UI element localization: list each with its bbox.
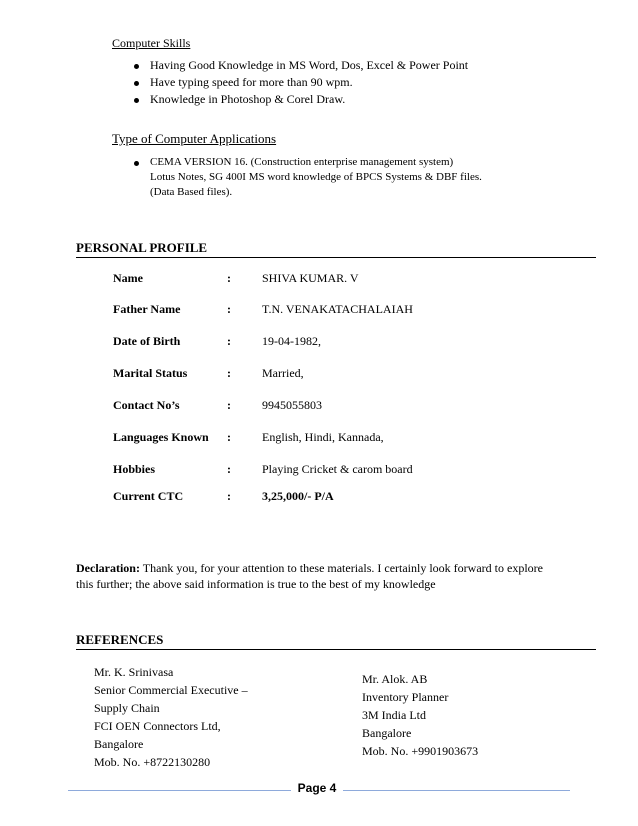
reference-line: FCI OEN Connectors Ltd, xyxy=(94,719,221,733)
profile-value-dob: 19-04-1982, xyxy=(262,334,321,348)
reference-line: Senior Commercial Executive – xyxy=(94,683,248,697)
application-line: Lotus Notes, SG 400I MS word knowledge of BPCS Systems & DBF files. xyxy=(150,171,482,183)
reference-line: Mr. Alok. AB xyxy=(362,672,428,686)
declaration-text: Thank you, for your attention to these materials. I certainly look forward to explore xyxy=(139,561,543,575)
bullet-icon xyxy=(134,81,139,86)
profile-colon: : xyxy=(227,398,231,412)
profile-value-languages: English, Hindi, Kannada, xyxy=(262,430,384,444)
profile-label-ctc: Current CTC xyxy=(113,489,184,503)
application-line: CEMA VERSION 16. (Construction enterprise management system) xyxy=(150,156,454,168)
application-line: (Data Based files). xyxy=(150,186,233,198)
profile-value-father-name: T.N. VENAKATACHALAIAH xyxy=(262,302,413,316)
profile-value-marital-status: Married, xyxy=(262,366,304,380)
profile-value-name: SHIVA KUMAR. V xyxy=(262,271,359,285)
list-item: Having Good Knowledge in MS Word, Dos, Excel & Power Point xyxy=(130,58,468,75)
computer-applications-heading: Type of Computer Applications xyxy=(112,131,277,146)
list-item: Have typing speed for more than 90 wpm. xyxy=(130,75,468,92)
reference-line: Inventory Planner xyxy=(362,690,449,704)
personal-profile-heading: PERSONAL PROFILE xyxy=(76,240,596,258)
list-item: Knowledge in Photoshop & Corel Draw. xyxy=(130,92,468,109)
reference-right xyxy=(362,670,478,760)
profile-label-languages: Languages Known xyxy=(113,430,209,444)
footer-rule-right xyxy=(343,790,570,791)
profile-label-hobbies: Hobbies xyxy=(113,462,156,476)
profile-colon: : xyxy=(227,366,231,380)
computer-skills-heading: Computer Skills xyxy=(112,36,191,50)
footer-rule-left xyxy=(68,790,291,791)
profile-value-contact: 9945055803 xyxy=(262,398,322,412)
reference-line: Mr. K. Srinivasa xyxy=(94,665,174,679)
profile-value-ctc: 3,25,000/- P/A xyxy=(262,489,334,503)
declaration-line-2: this further; the above said information is true to the best of my knowledge xyxy=(76,577,436,591)
profile-colon: : xyxy=(227,489,231,503)
reference-line: Bangalore xyxy=(362,726,412,740)
references-heading: REFERENCES xyxy=(76,632,596,650)
profile-label-name: Name xyxy=(113,271,143,285)
reference-line: 3M India Ltd xyxy=(362,708,426,722)
profile-label-contact: Contact No’s xyxy=(113,398,180,412)
profile-label-marital-status: Marital Status xyxy=(113,366,188,380)
profile-colon: : xyxy=(227,462,231,476)
declaration-label: Declaration: xyxy=(76,561,140,575)
profile-colon: : xyxy=(227,430,231,444)
profile-label-father-name: Father Name xyxy=(113,302,181,316)
reference-left xyxy=(94,663,248,771)
profile-colon: : xyxy=(227,302,231,316)
profile-value-hobbies: Playing Cricket & carom board xyxy=(262,462,413,476)
profile-colon: : xyxy=(227,334,231,348)
reference-line: Mob. No. +9901903673 xyxy=(362,744,479,758)
reference-line: Mob. No. +8722130280 xyxy=(94,755,211,769)
bullet-icon xyxy=(134,161,139,166)
page-number: Page 4 xyxy=(297,781,337,795)
profile-colon: : xyxy=(227,271,231,285)
declaration-line-1 xyxy=(76,561,543,576)
computer-skills-list xyxy=(130,58,468,109)
computer-applications-item xyxy=(130,155,482,200)
reference-line: Supply Chain xyxy=(94,701,160,715)
bullet-icon xyxy=(134,98,139,103)
reference-line: Bangalore xyxy=(94,737,144,751)
profile-label-dob: Date of Birth xyxy=(113,334,181,348)
bullet-icon xyxy=(134,64,139,69)
